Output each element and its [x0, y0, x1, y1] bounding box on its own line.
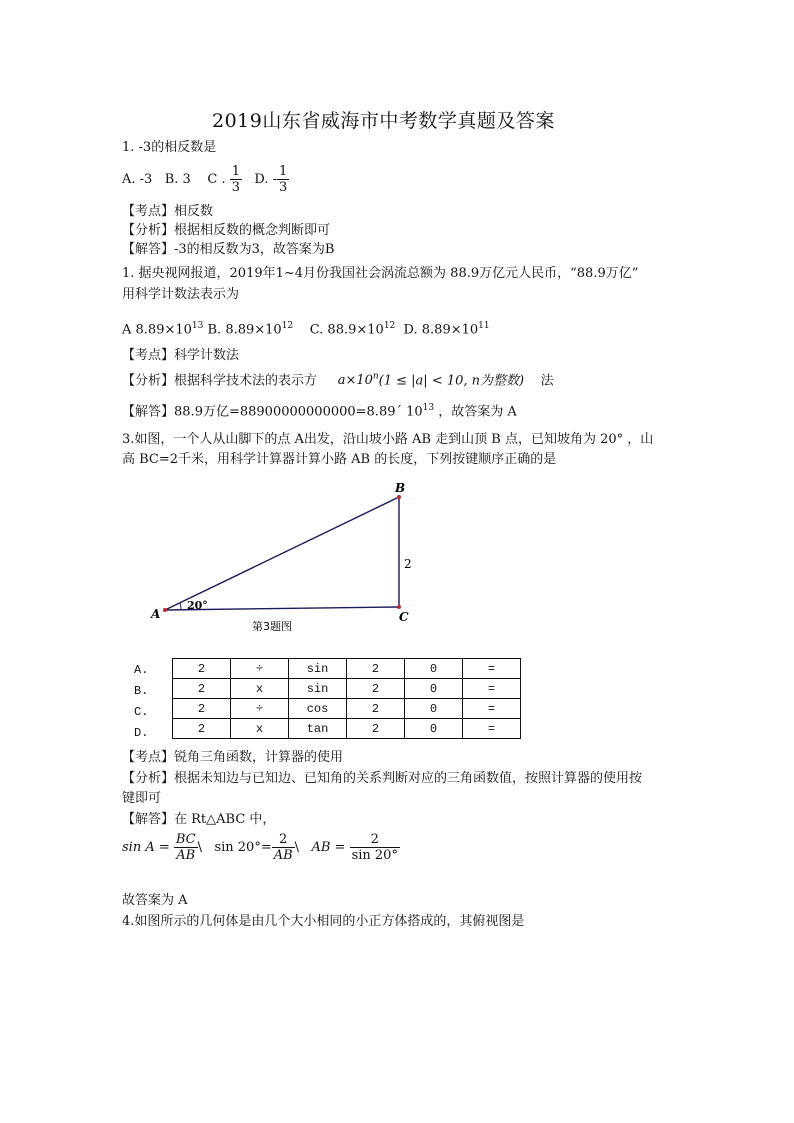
q2-fenxi-formula: $a\times 10^n$: [337, 372, 379, 389]
q3-equations: sin A = $\frac{BC}{AB}$ \ sin 20°= $\frac{2}{AB}$ \ AB = $\frac{2}{\sin 20^\circ}$: [122, 832, 398, 863]
table-cell: 0: [405, 699, 463, 719]
q2-option-d: D. 8.89×10: [403, 322, 479, 338]
side-ab: [165, 497, 399, 610]
table-cell: 2: [173, 699, 231, 719]
table-row: [173, 679, 521, 699]
table-cell: 0: [405, 719, 463, 739]
table-cell: x: [231, 679, 289, 699]
key-row-label-b: B.: [134, 684, 149, 698]
table-cell: 2: [173, 679, 231, 699]
table-row: [173, 659, 521, 679]
q4-stem: 4.如图所示的几何体是由几个大小相同的小正方体搭成的，其俯视图是: [122, 914, 525, 929]
q1-options: [122, 164, 289, 195]
table-cell: sin: [289, 659, 347, 679]
table-cell: 2: [347, 719, 405, 739]
triangle-figure: [140, 476, 440, 636]
q3-answer: 故答案为 A: [122, 893, 188, 908]
q1-fenxi: 【分析】根据相反数的概念判断即可: [122, 223, 331, 238]
table-cell: =: [463, 719, 521, 739]
q3-stem-line2: 高 BC=2千米，用科学计算器计算小路 AB 的长度，下列按键顺序正确的是: [122, 452, 557, 467]
q2-options: A $8.89\times 10^{13}$ B. $8.89\times 10^{12}$ C. $88.9\times 10^{12}$ D. $8.89\times 10^{11}$: [122, 321, 490, 338]
table-cell: sin: [289, 679, 347, 699]
q2-stem-line2: 用科学计数法表示为: [122, 287, 240, 302]
page-title: 2019山东省威海市中考数学真题及答案: [212, 110, 555, 132]
eq1-fraction: $\frac{BC}{AB}$: [175, 832, 196, 863]
table-cell: 2: [347, 679, 405, 699]
q2-option-a: A 8.89×10: [122, 322, 192, 338]
q2-option-b: B. 8.89×10: [207, 322, 282, 338]
table-cell: 2: [347, 659, 405, 679]
table-cell: 2: [347, 699, 405, 719]
q1-option-a: A. -3: [122, 172, 153, 187]
q1-jieda: 【解答】-3的相反数为3，故答案为B: [122, 242, 335, 257]
table-cell: cos: [289, 699, 347, 719]
q1-option-c: C .: [207, 172, 226, 187]
label-side-bc: 2: [404, 557, 412, 571]
eq3-fraction: $\frac{2}{\sin 20^\circ}$: [351, 832, 398, 863]
label-angle: 20°: [187, 599, 208, 612]
q2-jieda: 【解答】88.9万亿=88900000000000=8.89´ $10^{13}$ ，故答案为 A: [122, 403, 517, 420]
point-a: [163, 608, 167, 612]
angle-arc: [180, 603, 181, 610]
table-cell: x: [231, 719, 289, 739]
point-b: [397, 495, 401, 499]
table-row: [173, 699, 521, 719]
table-row: [173, 719, 521, 739]
table-cell: tan: [289, 719, 347, 739]
label-b: B: [395, 481, 406, 495]
q1-stem: 1. -3的相反数是: [122, 140, 217, 155]
table-cell: 0: [405, 679, 463, 699]
key-row-label-d: D.: [134, 726, 149, 740]
table-cell: 2: [173, 659, 231, 679]
q2-stem-line1: 1. 据央视网报道，2019年1~4月份我国社会涡流总额为 88.9万亿元人民币，“88.9万亿”: [122, 266, 639, 281]
table-cell: =: [463, 659, 521, 679]
q2-option-c: C. 88.9×10: [309, 322, 384, 338]
q1-option-c-fraction: $\frac{1}{3}$: [231, 164, 240, 195]
table-cell: 2: [173, 719, 231, 739]
key-row-label-a: A.: [134, 663, 149, 677]
q2-fenxi: 【分析】根据科学技术法的表示方 $a\times 10^n(1 \le |a| < 10$, n为整数) 法: [122, 372, 554, 389]
q2-kaodian: 【考点】科学计数法: [122, 348, 240, 363]
key-row-label-c: C.: [134, 705, 149, 719]
point-c: [397, 605, 401, 609]
q3-jieda: 【解答】在 Rt△ABC 中，: [122, 812, 276, 827]
table-cell: =: [463, 679, 521, 699]
table-cell: =: [463, 699, 521, 719]
q3-fenxi-line1: 【分析】根据未知边与已知边、已知角的关系判断对应的三角函数值，按照计算器的使用按: [122, 771, 643, 786]
q3-fenxi-line2: 键即可: [122, 791, 162, 806]
figure-caption: 第3题图: [252, 620, 292, 633]
q1-kaodian: 【考点】相反数: [122, 204, 214, 219]
q1-option-b: B. 3: [164, 172, 191, 187]
table-cell: ÷: [231, 659, 289, 679]
eq2-fraction: $\frac{2}{AB}$: [273, 832, 293, 863]
table-cell: 0: [405, 659, 463, 679]
table-cell: ÷: [231, 699, 289, 719]
q1-option-d-fraction: $\frac{1}{3}$: [279, 164, 288, 195]
label-a: A: [151, 607, 161, 621]
q3-kaodian: 【考点】锐角三角函数，计算器的使用: [122, 750, 344, 765]
label-c: C: [399, 610, 409, 624]
q1-option-d: D. -: [254, 172, 278, 187]
key-sequence-table: [172, 658, 521, 739]
q3-stem-line1: 3.如图，一个人从山脚下的点 A出发，沿山坡小路 AB 走到山顶 B 点，已知坡角为 20° ，山: [122, 432, 654, 447]
